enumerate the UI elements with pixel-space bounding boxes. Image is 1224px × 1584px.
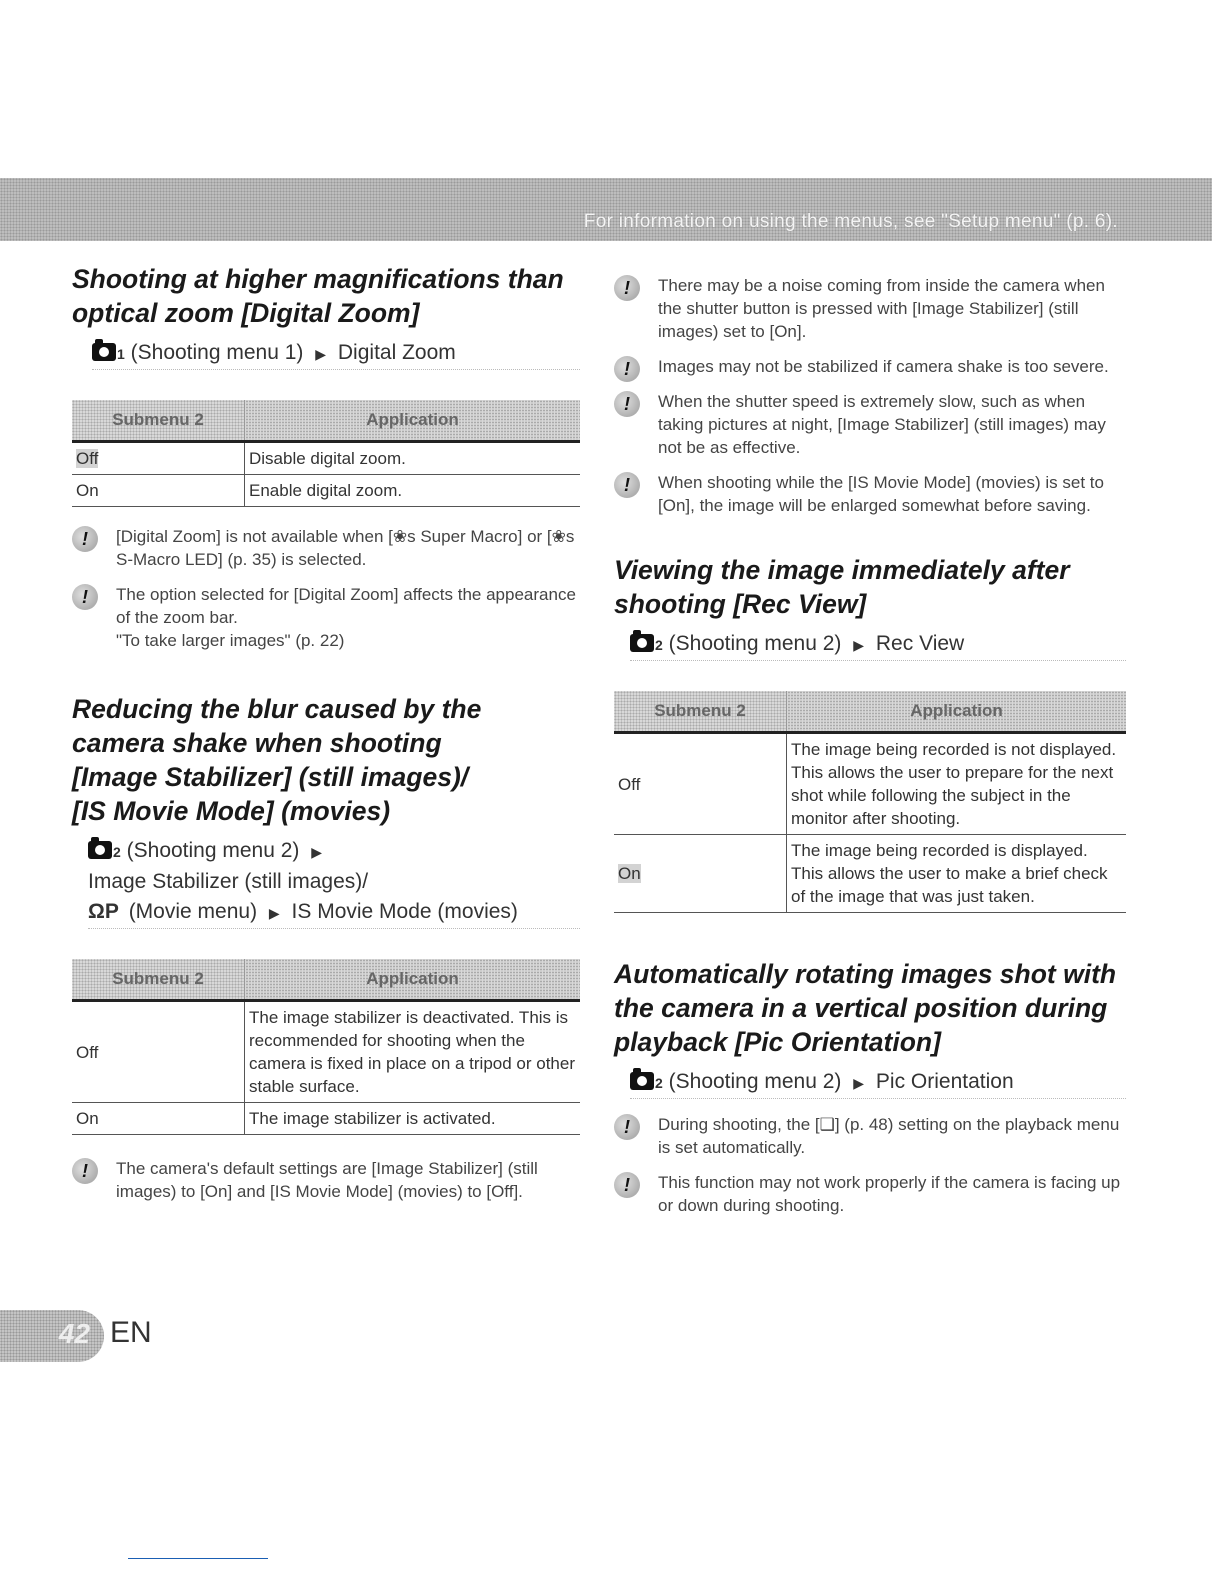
section-title-image-stabilizer: Reducing the blur caused by the camera shake when shooting [Image Stabilizer] (still images)/ [IS Movie Mode] (movies) bbox=[72, 694, 482, 826]
table-row: Off The image stabilizer is deactivated. This is recommended for shooting when the camera is fixed in place on a tripod or other stable surface. bbox=[72, 1001, 580, 1103]
caution-icon: ! bbox=[72, 1158, 98, 1184]
note: ! This function may not work properly if the camera is facing up or down during shooting. bbox=[614, 1171, 1126, 1217]
movie-icon: ΩP bbox=[88, 900, 119, 923]
menu-path-is-movie-mode: ΩP (Movie menu) ▶ IS Movie Mode (movies) bbox=[88, 897, 580, 929]
section-title-pic-orientation: Automatically rotating images shot with the camera in a vertical position during playback [Pic Orientation] bbox=[614, 959, 1117, 1057]
arrow-right-icon: ▶ bbox=[311, 844, 323, 860]
menu-path-image-stabilizer: 2 (Shooting menu 2) ▶ Image Stabilizer (still images)/ bbox=[88, 839, 369, 893]
language-label: EN bbox=[110, 1316, 152, 1349]
banner-text: For information on using the menus, see "Setup menu" (p. 6). bbox=[583, 211, 1118, 232]
arrow-right-icon: ▶ bbox=[315, 346, 327, 362]
note: ! Images may not be stabilized if camera shake is too severe. bbox=[614, 355, 1126, 378]
table-header: Application bbox=[245, 959, 581, 1001]
camera-icon bbox=[630, 1072, 654, 1090]
menu-path-rec-view: 2 (Shooting menu 2) ▶ Rec View bbox=[630, 629, 1126, 661]
caution-icon: ! bbox=[614, 472, 640, 498]
divider bbox=[128, 1558, 268, 1559]
note: ! The option selected for [Digital Zoom] affects the appearance of the zoom bar. "To take larger images" (p. 22) bbox=[72, 583, 580, 652]
rec-view-table bbox=[614, 691, 1126, 913]
note: ! When the shutter speed is extremely slow, such as when taking pictures at night, [Image Stabilizer] (still images) may not be as effective. bbox=[614, 390, 1126, 459]
section-title-digital-zoom: Shooting at higher magnifications than optical zoom [Digital Zoom] bbox=[72, 264, 564, 328]
table-header: Submenu 2 bbox=[614, 691, 787, 733]
table-header: Application bbox=[245, 400, 581, 442]
arrow-right-icon: ▶ bbox=[853, 637, 865, 653]
menu-path-pic-orientation: 2 (Shooting menu 2) ▶ Pic Orientation bbox=[630, 1067, 1126, 1099]
table-header: Submenu 2 bbox=[72, 959, 245, 1001]
note: ! During shooting, the [❑] (p. 48) setting on the playback menu is set automatically. bbox=[614, 1113, 1126, 1159]
menu-path-digital-zoom: 1 (Shooting menu 1) ▶ Digital Zoom bbox=[92, 338, 580, 370]
note: ! When shooting while the [IS Movie Mode] (movies) is set to [On], the image will be enlarged somewhat before saving. bbox=[614, 471, 1126, 517]
table-row: On The image stabilizer is activated. bbox=[72, 1103, 580, 1135]
camera-icon bbox=[92, 343, 116, 361]
section-title-rec-view: Viewing the image immediately after shooting [Rec View] bbox=[614, 555, 1070, 619]
table-row: Off Disable digital zoom. bbox=[72, 442, 580, 475]
table-header: Application bbox=[787, 691, 1127, 733]
right-column bbox=[614, 270, 1126, 1217]
arrow-right-icon: ▶ bbox=[268, 905, 280, 921]
note: ! The camera's default settings are [Image Stabilizer] (still images) to [On] and [IS Movie Mode] (movies) to [Off]. bbox=[72, 1157, 580, 1203]
note: ! There may be a noise coming from inside the camera when the shutter button is pressed with [Image Stabilizer] (still images) set to [On]. bbox=[614, 274, 1126, 343]
digital-zoom-table bbox=[72, 400, 580, 507]
table-row: On The image being recorded is displayed. This allows the user to make a brief check of the image that was just taken. bbox=[614, 835, 1126, 913]
page-number: 42 bbox=[58, 1318, 90, 1349]
note: ! [Digital Zoom] is not available when [❀s Super Macro] or [❀s S-Macro LED] (p. 35) is selected. bbox=[72, 525, 580, 571]
caution-icon: ! bbox=[72, 584, 98, 610]
arrow-right-icon: ▶ bbox=[853, 1075, 865, 1091]
image-stabilizer-table bbox=[72, 959, 580, 1135]
caution-icon: ! bbox=[614, 275, 640, 301]
caution-icon: ! bbox=[614, 1114, 640, 1140]
caution-icon: ! bbox=[614, 391, 640, 417]
caution-icon: ! bbox=[614, 356, 640, 382]
page-number-badge bbox=[0, 1310, 104, 1362]
header-banner bbox=[0, 178, 1212, 241]
table-row: On Enable digital zoom. bbox=[72, 475, 580, 507]
camera-icon bbox=[88, 841, 112, 859]
left-column bbox=[72, 262, 580, 1203]
caution-icon: ! bbox=[72, 526, 98, 552]
camera-icon bbox=[630, 634, 654, 652]
table-row: Off The image being recorded is not displayed. This allows the user to prepare for the next shot while following the subject in the monitor after shooting. bbox=[614, 733, 1126, 835]
caution-icon: ! bbox=[614, 1172, 640, 1198]
table-header: Submenu 2 bbox=[72, 400, 245, 442]
